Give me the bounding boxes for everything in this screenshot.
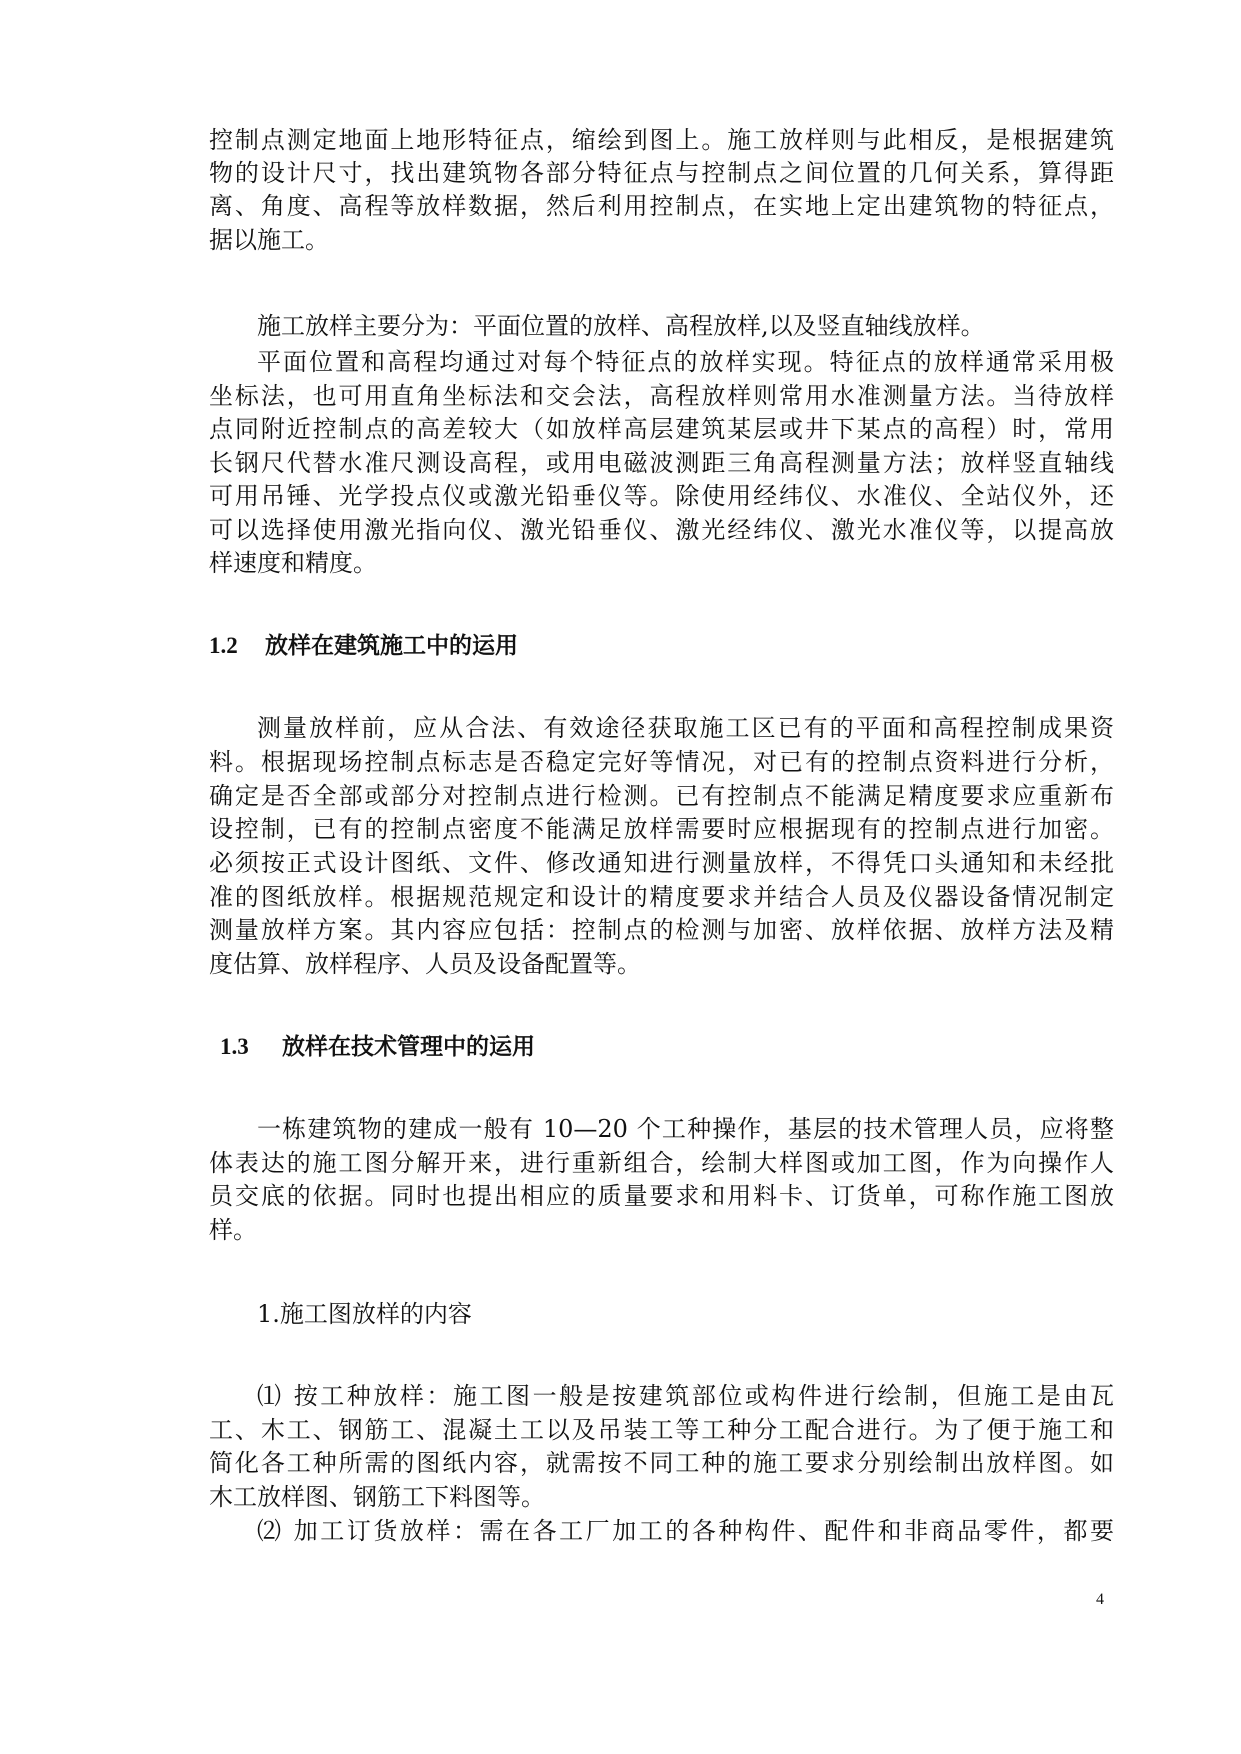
paragraph-line: 离、角度、高程等放样数据，然后利用控制点，在实地上定出建筑物的特征点， xyxy=(209,192,1114,220)
paragraph-line: 员交底的依据。同时也提出相应的质量要求和用料卡、订货单，可称作施工图放 xyxy=(209,1182,1114,1210)
paragraph-line: ⑵ 加工订货放样：需在各工厂加工的各种构件、配件和非商品零件，都要 xyxy=(257,1517,1114,1545)
paragraph-line: 平面位置和高程均通过对每个特征点的放样实现。特征点的放样通常采用极 xyxy=(257,348,1114,376)
paragraph-line: 可用吊锤、光学投点仪或激光铅垂仪等。除使用经纬仪、水准仪、全站仪外，还 xyxy=(209,482,1114,510)
paragraph-line: 工、木工、钢筋工、混凝土工以及吊装工等工种分工配合进行。为了便于施工和 xyxy=(209,1416,1114,1444)
paragraph-line: 体表达的施工图分解开来，进行重新组合，绘制大样图或加工图，作为向操作人 xyxy=(209,1149,1114,1177)
paragraph-line: 木工放样图、钢筋工下料图等。 xyxy=(209,1483,545,1511)
section-title: 放样在技术管理中的运用 xyxy=(282,1033,535,1060)
paragraph-line: 样。 xyxy=(209,1216,257,1244)
paragraph-line: 据以施工。 xyxy=(209,226,329,254)
section-number: 1.2 xyxy=(209,633,238,658)
paragraph-line: 可以选择使用激光指向仪、激光铅垂仪、激光经纬仪、激光水准仪等，以提高放 xyxy=(209,516,1114,544)
paragraph-line: 物的设计尺寸，找出建筑物各部分特征点与控制点之间位置的几何关系，算得距 xyxy=(209,159,1114,187)
paragraph-line: 设控制，已有的控制点密度不能满足放样需要时应根据现有的控制点进行加密。 xyxy=(209,815,1114,843)
section-title: 放样在建筑施工中的运用 xyxy=(265,632,518,659)
paragraph-line: 度估算、放样程序、人员及设备配置等。 xyxy=(209,950,641,978)
paragraph-line: 确定是否全部或部分对控制点进行检测。已有控制点不能满足精度要求应重新布 xyxy=(209,782,1114,810)
paragraph-line: ⑴ 按工种放样：施工图一般是按建筑部位或构件进行绘制，但施工是由瓦 xyxy=(257,1382,1114,1410)
paragraph-line: 样速度和精度。 xyxy=(209,549,377,577)
paragraph-line: 必须按正式设计图纸、文件、修改通知进行测量放样，不得凭口头通知和未经批 xyxy=(209,849,1114,877)
page-number: 4 xyxy=(1096,1591,1104,1608)
section-number: 1.3 xyxy=(220,1034,249,1059)
paragraph-line: 准的图纸放样。根据规范规定和设计的精度要求并结合人员及仪器设备情况制定 xyxy=(209,883,1114,911)
paragraph-line: 测量放样前，应从合法、有效途径获取施工区已有的平面和高程控制成果资 xyxy=(257,714,1114,742)
paragraph-line: 测量放样方案。其内容应包括：控制点的检测与加密、放样依据、放样方法及精 xyxy=(209,916,1114,944)
paragraph-line: 长钢尺代替水准尺测设高程，或用电磁波测距三角高程测量方法；放样竖直轴线 xyxy=(209,449,1114,477)
paragraph-line: 简化各工种所需的图纸内容，就需按不同工种的施工要求分别绘制出放样图。如 xyxy=(209,1449,1114,1477)
paragraph-line: 控制点测定地面上地形特征点，缩绘到图上。施工放样则与此相反，是根据建筑 xyxy=(209,126,1114,154)
section-heading-1-2 xyxy=(209,630,518,662)
paragraph-line: 点同附近控制点的高差较大（如放样高层建筑某层或井下某点的高程）时，常用 xyxy=(209,415,1114,443)
paragraph-line: 坐标法，也可用直角坐标法和交会法，高程放样则常用水准测量方法。当待放样 xyxy=(209,382,1114,410)
paragraph-line: 施工放样主要分为：平面位置的放样、高程放样,以及竖直轴线放样。 xyxy=(257,312,985,340)
subsection-title: 1.施工图放样的内容 xyxy=(257,1300,472,1328)
section-heading-1-3 xyxy=(220,1031,535,1063)
paragraph-line: 料。根据现场控制点标志是否稳定完好等情况，对已有的控制点资料进行分析， xyxy=(209,748,1114,776)
paragraph-line: 一栋建筑物的建成一般有 10—20 个工种操作，基层的技术管理人员，应将整 xyxy=(257,1115,1114,1143)
